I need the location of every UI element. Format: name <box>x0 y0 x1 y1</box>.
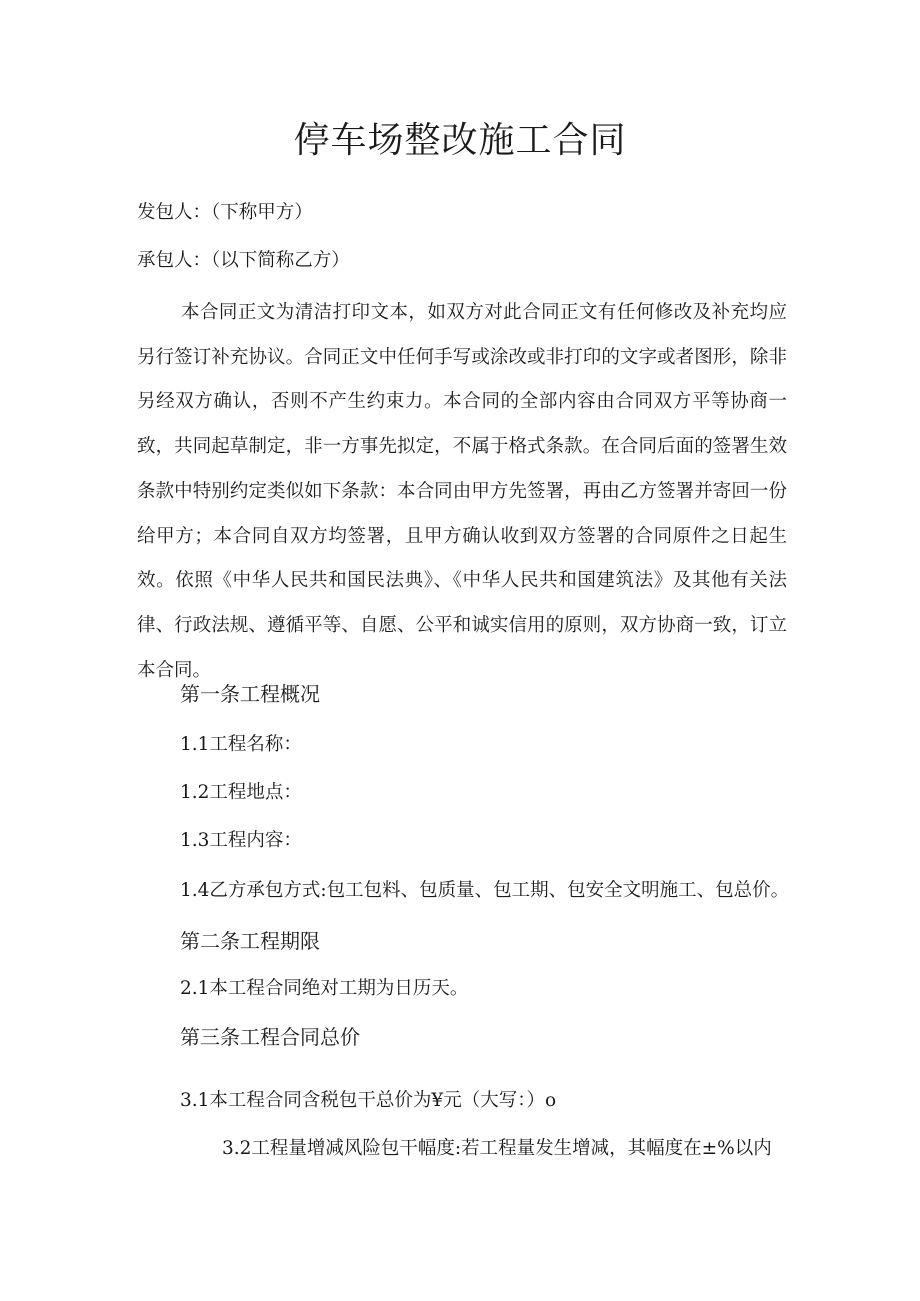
article-2-heading: 第二条工程期限 <box>180 929 320 953</box>
document-title: 停车场整改施工合同 <box>293 120 627 161</box>
article-3-item-2: 3.2工程量增减风险包干幅度:若工程量发生增减，其幅度在±%以内 <box>222 1138 772 1159</box>
article-2-item-1: 2.1本工程合同绝对工期为日历天。 <box>180 978 469 999</box>
party-a-line: 发包人：（下称甲方） <box>137 202 313 223</box>
party-b-line: 承包人：（以下简称乙方） <box>137 250 350 271</box>
article-1-item-2: 1.2工程地点： <box>180 782 302 803</box>
article-3-item-1: 3.1本工程合同含税包干总价为¥元（大写：）o <box>180 1090 557 1111</box>
article-3-heading: 第三条工程合同总价 <box>180 1025 360 1049</box>
article-1-item-4: 1.4乙方承包方式:包工包料、包质量、包工期、包安全文明施工、包总价。 <box>180 880 790 901</box>
article-1-item-3: 1.3工程内容： <box>180 830 302 851</box>
article-1-heading: 第一条工程概况 <box>180 682 320 706</box>
preamble-paragraph: 本合同正文为清洁打印文本，如双方对此合同正文有任何修改及补充均应另行签订补充协议。合同正文中任何手写或涂改或非打印的文字或者图形，除非另经双方确认，否则不产生约束力。本合同的全部内容由合同双方平等协商一致，共同起草制定，非一方事先拟定，不属于格式条款。在合同后面的签署生效条款中特别约定类似如下条款：本合同由甲方先签署，再由乙方签署并寄回一份给甲方；本合同自双方均签署，且甲方确认收到双方签署的合同原件之日起生效。依照《中华人民共和国民法典》、《中华人民共和国建筑法》及其他有关法律、行政法规、遵循平等、自愿、公平和诚实信用的原则，双方协商一致，订立本合同。 <box>137 302 787 681</box>
article-1-item-1: 1.1工程名称： <box>180 734 302 755</box>
